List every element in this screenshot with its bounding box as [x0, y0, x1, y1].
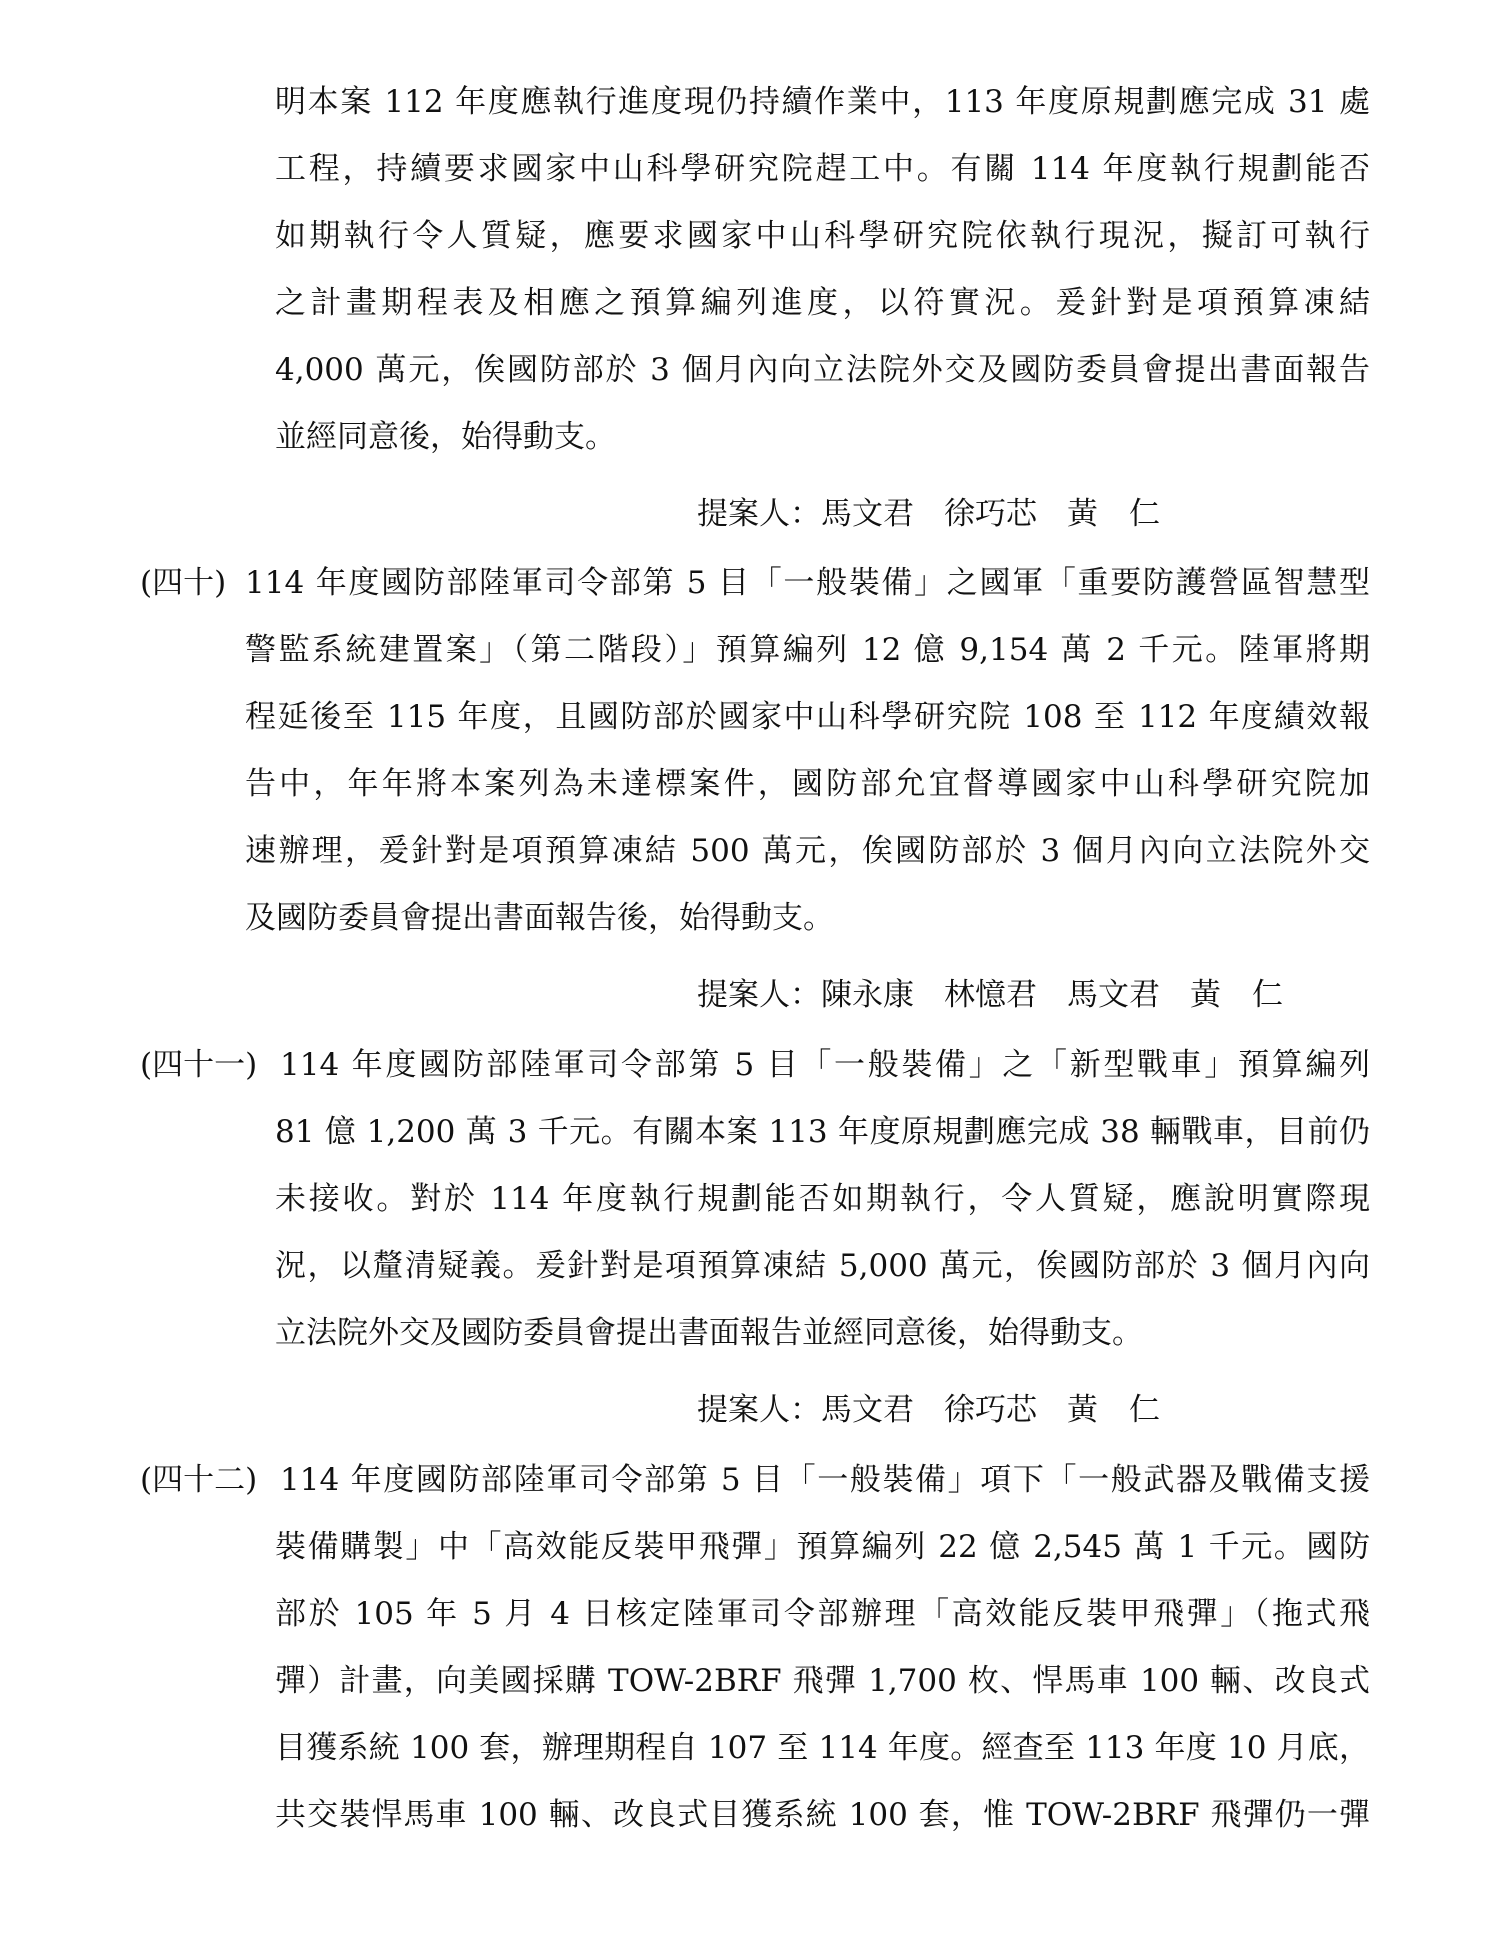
proposer-name: 徐巧芯: [944, 1392, 1037, 1428]
proposer-name: 馬文君: [821, 496, 914, 532]
paragraph-line: 目獲系統 100 套，辦理期程自 107 至 114 年度。經查至 113 年度 10 月底，: [275, 1730, 1370, 1766]
paragraph-line: 程延後至 115 年度，且國防部於國家中山科學研究院 108 至 112 年度績效報: [245, 699, 1370, 735]
paragraph-line: 114 年度國防部陸軍司令部第 5 目「一般裝備」之國軍「重要防護營區智慧型: [245, 565, 1370, 601]
proposer-line: [697, 970, 1313, 1020]
proposer-name: 黃 仁: [1067, 1392, 1160, 1428]
proposer-name: 陳永康: [821, 977, 914, 1013]
proposer-label: 提案人：: [697, 496, 821, 532]
item-number: (四十一): [140, 1047, 258, 1083]
proposer-line: [697, 489, 1190, 539]
paragraph-line: 如期執行令人質疑，應要求國家中山科學研究院依執行現況，擬訂可執行: [275, 218, 1370, 254]
paragraph-line: 之計畫期程表及相應之預算編列進度，以符實況。爰針對是項預算凍結: [275, 285, 1370, 321]
paragraph-line: 未接收。對於 114 年度執行規劃能否如期執行，令人質疑，應說明實際現: [275, 1181, 1370, 1217]
paragraph-line: 警監系統建置案」（第二階段）」預算編列 12 億 9,154 萬 2 千元。陸軍將期: [245, 632, 1370, 668]
paragraph-line: 裝備購製」中「高效能反裝甲飛彈」預算編列 22 億 2,545 萬 1 千元。國防: [275, 1529, 1370, 1565]
paragraph-line: 81 億 1,200 萬 3 千元。有關本案 113 年度原規劃應完成 38 輛戰車，目前仍: [275, 1114, 1370, 1150]
paragraph-line: 共交裝悍馬車 100 輛、改良式目獲系統 100 套，惟 TOW-2BRF 飛彈仍一彈: [275, 1797, 1370, 1833]
paragraph-line: 彈）計畫，向美國採購 TOW-2BRF 飛彈 1,700 枚、悍馬車 100 輛、改良式: [275, 1663, 1370, 1699]
proposer-line: [697, 1385, 1190, 1435]
paragraph-line: 部於 105 年 5 月 4 日核定陸軍司令部辦理「高效能反裝甲飛彈」（拖式飛: [275, 1596, 1370, 1632]
paragraph-line: 114 年度國防部陸軍司令部第 5 目「一般裝備」項下「一般武器及戰備支援: [280, 1462, 1370, 1498]
proposer-name: 黃 仁: [1067, 496, 1160, 532]
paragraph-line: 及國防委員會提出書面報告後，始得動支。: [245, 900, 834, 936]
item-number: (四十): [140, 565, 227, 601]
paragraph-line: 明本案 112 年度應執行進度現仍持續作業中，113 年度原規劃應完成 31 處: [275, 84, 1370, 120]
proposer-name: 黃 仁: [1190, 977, 1283, 1013]
proposer-name: 林憶君: [944, 977, 1037, 1013]
paragraph-line: 速辦理，爰針對是項預算凍結 500 萬元，俟國防部於 3 個月內向立法院外交: [245, 833, 1370, 869]
paragraph-line: 立法院外交及國防委員會提出書面報告並經同意後，始得動支。: [275, 1315, 1143, 1351]
paragraph-line: 況，以釐清疑義。爰針對是項預算凍結 5,000 萬元，俟國防部於 3 個月內向: [275, 1248, 1370, 1284]
proposer-name: 馬文君: [1067, 977, 1160, 1013]
item-number: (四十二): [140, 1462, 258, 1498]
proposer-label: 提案人：: [697, 977, 821, 1013]
proposer-name: 徐巧芯: [944, 496, 1037, 532]
paragraph-line: 工程，持續要求國家中山科學研究院趕工中。有關 114 年度執行規劃能否: [275, 151, 1370, 187]
paragraph-line: 並經同意後，始得動支。: [275, 419, 616, 455]
paragraph-line: 告中，年年將本案列為未達標案件，國防部允宜督導國家中山科學研究院加: [245, 766, 1370, 802]
proposer-name: 馬文君: [821, 1392, 914, 1428]
proposer-label: 提案人：: [697, 1392, 821, 1428]
paragraph-line: 114 年度國防部陸軍司令部第 5 目「一般裝備」之「新型戰車」預算編列: [280, 1047, 1370, 1083]
paragraph-line: 4,000 萬元，俟國防部於 3 個月內向立法院外交及國防委員會提出書面報告: [275, 352, 1370, 388]
